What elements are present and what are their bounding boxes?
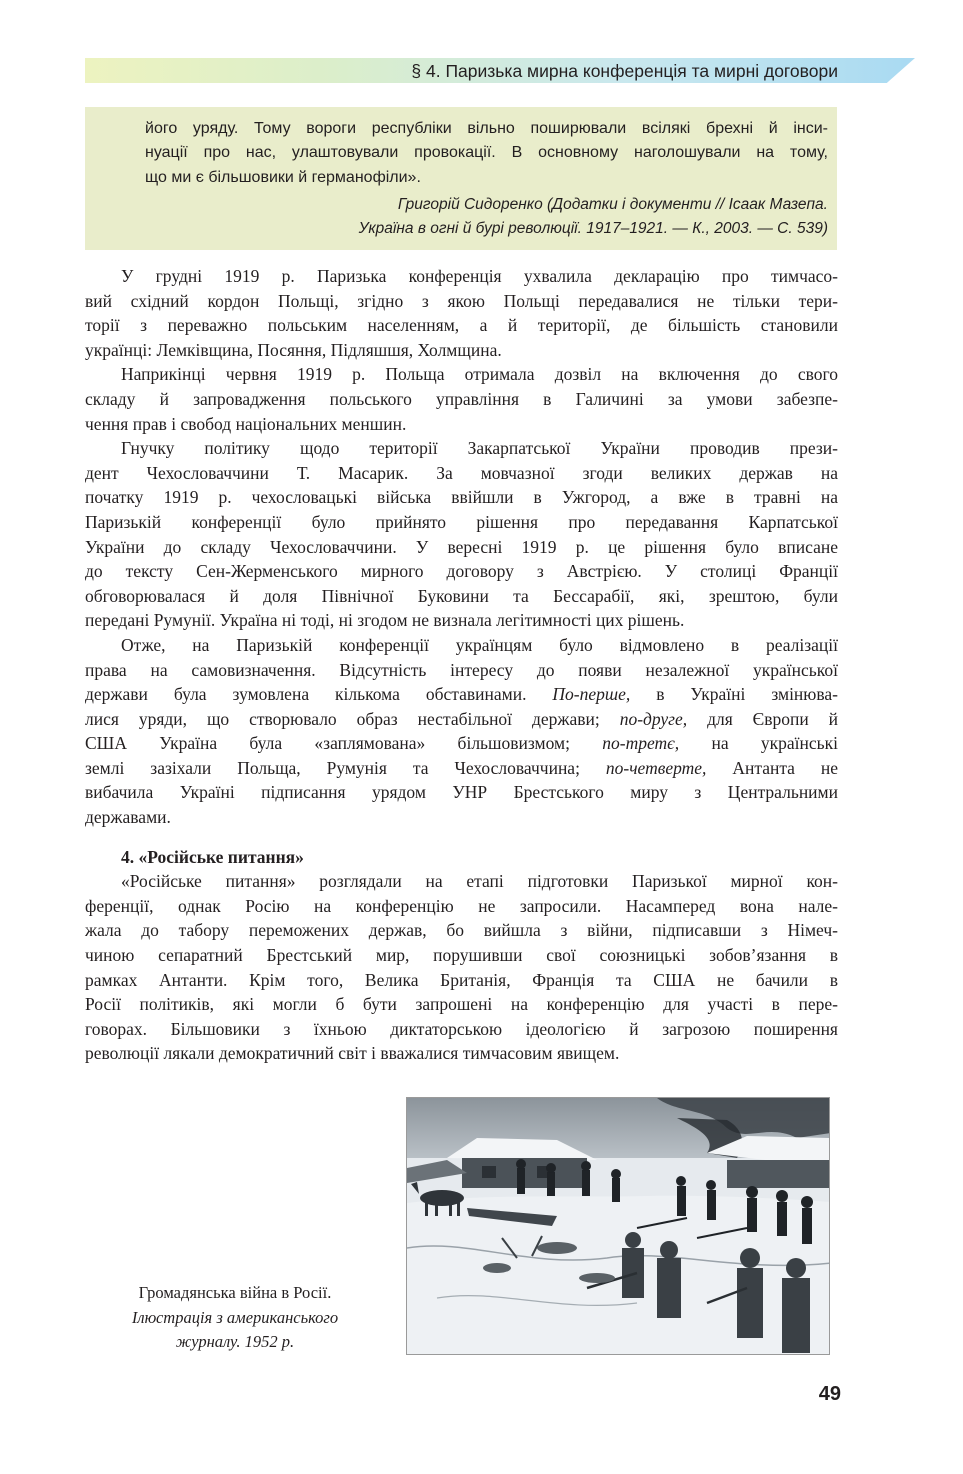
quote-line: що ми є більшовики й германофіли». (145, 168, 421, 186)
text-line: вий східний кордон Польщі, згідно з якою Польщі передавалися не тільки тери- (85, 290, 838, 311)
quote-text (145, 117, 828, 190)
text-line: США Україна була «заплямована» більшовизмом; по-третє, на українські (85, 733, 839, 754)
caption-line: журналу. 1952 р. (175, 1332, 295, 1351)
caption-line: Громадянська війна в Росії. (138, 1283, 332, 1302)
figure-caption (100, 1281, 370, 1355)
paragraph-russian-question (85, 869, 838, 1066)
text-line: Росії політиків, які могли б бути запрошені на конференцію для участі в пере- (85, 994, 838, 1015)
text-line: говорах. Більшовики з їхньою диктаторською ідеологією й загрозою поширення (85, 1018, 838, 1039)
text-line: «Російське питання» розглядали на етапі підготовки Паризької мирної кон- (121, 871, 838, 892)
caption-line: Ілюстрація з американського (131, 1307, 339, 1327)
source-line: Україна в огні й бурі революції. 1917–1921. — К., 2003. — С. 539) (358, 220, 828, 238)
quote-line: його уряду. Тому вороги республіки вільно поширювали всілякі брехні й інси- (145, 120, 828, 137)
text-line: державами. (85, 807, 171, 828)
paragraph-border-poland (85, 264, 838, 362)
text-line: складу й запровадження польського управління в Галичині за умови забезпе- (85, 388, 838, 409)
text-line: вибачила Україні підписання урядом УНР Брестського миру з Центральними (85, 782, 838, 803)
text-line: лися уряди, що створювало образ нестабільної держави; по-друге, для Європи й (85, 708, 839, 729)
paragraph-transcarpathia (85, 436, 838, 633)
text-line: держави була зумовлена кількома обставинами. По-перше, в Україні змінюва- (85, 684, 838, 705)
text-line: революції лякали демократичний світ і вважалися тимчасовим явищем. (85, 1043, 620, 1064)
running-header: § 4. Паризька мирна конференція та мирні договори (411, 61, 838, 81)
page-number: 49 (818, 1383, 841, 1405)
text-line: Гнучку політику щодо території Закарпатської України проводив прези- (121, 438, 838, 459)
section-heading: 4. «Російське питання» (121, 846, 304, 867)
text-line: Наприкінці червня 1919 р. Польща отримала дозвіл на включення до свого (121, 364, 838, 385)
source-line: Григорій Сидоренко (Додатки і документи // Ісаак Мазепа. (397, 196, 828, 213)
paragraph-self-determination (85, 633, 838, 830)
text-line: У грудні 1919 р. Паризька конференція ухвалила декларацію про тимчасо- (121, 266, 838, 286)
text-line: чення прав і свобод національних меншин. (85, 413, 407, 434)
text-line: торії з переважно польським населенням, а й території, де більшість становили (85, 315, 838, 336)
quote-line: нуації про нас, улаштовували провокації. В основному наголошували на тому, (145, 144, 828, 162)
text-line: Отже, на Паризькій конференції українцям було відмовлено в реалізації (121, 634, 838, 655)
text-line: передані Румунії. Україна ні тоді, ні згодом не визнала легітимності цих рішень. (85, 610, 685, 631)
text-line: дент Чехословаччини Т. Масарик. За мовчазної згоди великих держав на (85, 462, 838, 483)
paragraph-galicia (85, 362, 838, 436)
text-line: ференції, однак Росію на конференцію не запросили. Насамперед вона нале- (85, 895, 838, 916)
text-line: права на самовизначення. Відсутність інтересу до появи незалежної української (85, 659, 838, 680)
text-line: обговорювалася й доля Північної Буковини та Бессарабії, які, зрештою, були (85, 585, 838, 606)
main-text (85, 264, 838, 1066)
civil-war-illustration (406, 1097, 830, 1355)
text-line: чиною сепаратний Брестський мир, порушивши свої союзницькі зобов’язання в (85, 945, 838, 966)
text-line: українці: Лемківщина, Посяння, Підляшшя, Холмщина. (85, 339, 502, 360)
text-line: жала до табору переможених держав, бо вийшла з війни, підписавши з Німеч- (85, 920, 838, 941)
text-line: початку 1919 р. чехословацькі війська ввійшли в Ужгород, а вже в травні на (85, 487, 838, 508)
text-line: України до складу Чехословаччини. У вересні 1919 р. це рішення було вписане (85, 536, 838, 557)
text-line: Паризькій конференції було прийнято рішення про передавання Карпатської (85, 511, 838, 532)
text-line: землі зазіхали Польща, Румунія та Чехословаччина; по-четверте, Антанта не (85, 757, 839, 778)
text-line: до тексту Сен-Жерменського мирного договору з Австрією. У столиці Франції (85, 561, 838, 582)
quote-source (359, 193, 828, 242)
text-line: рамках Антанти. Крім того, Велика Британія, Франція та США не бачили в (85, 969, 838, 990)
